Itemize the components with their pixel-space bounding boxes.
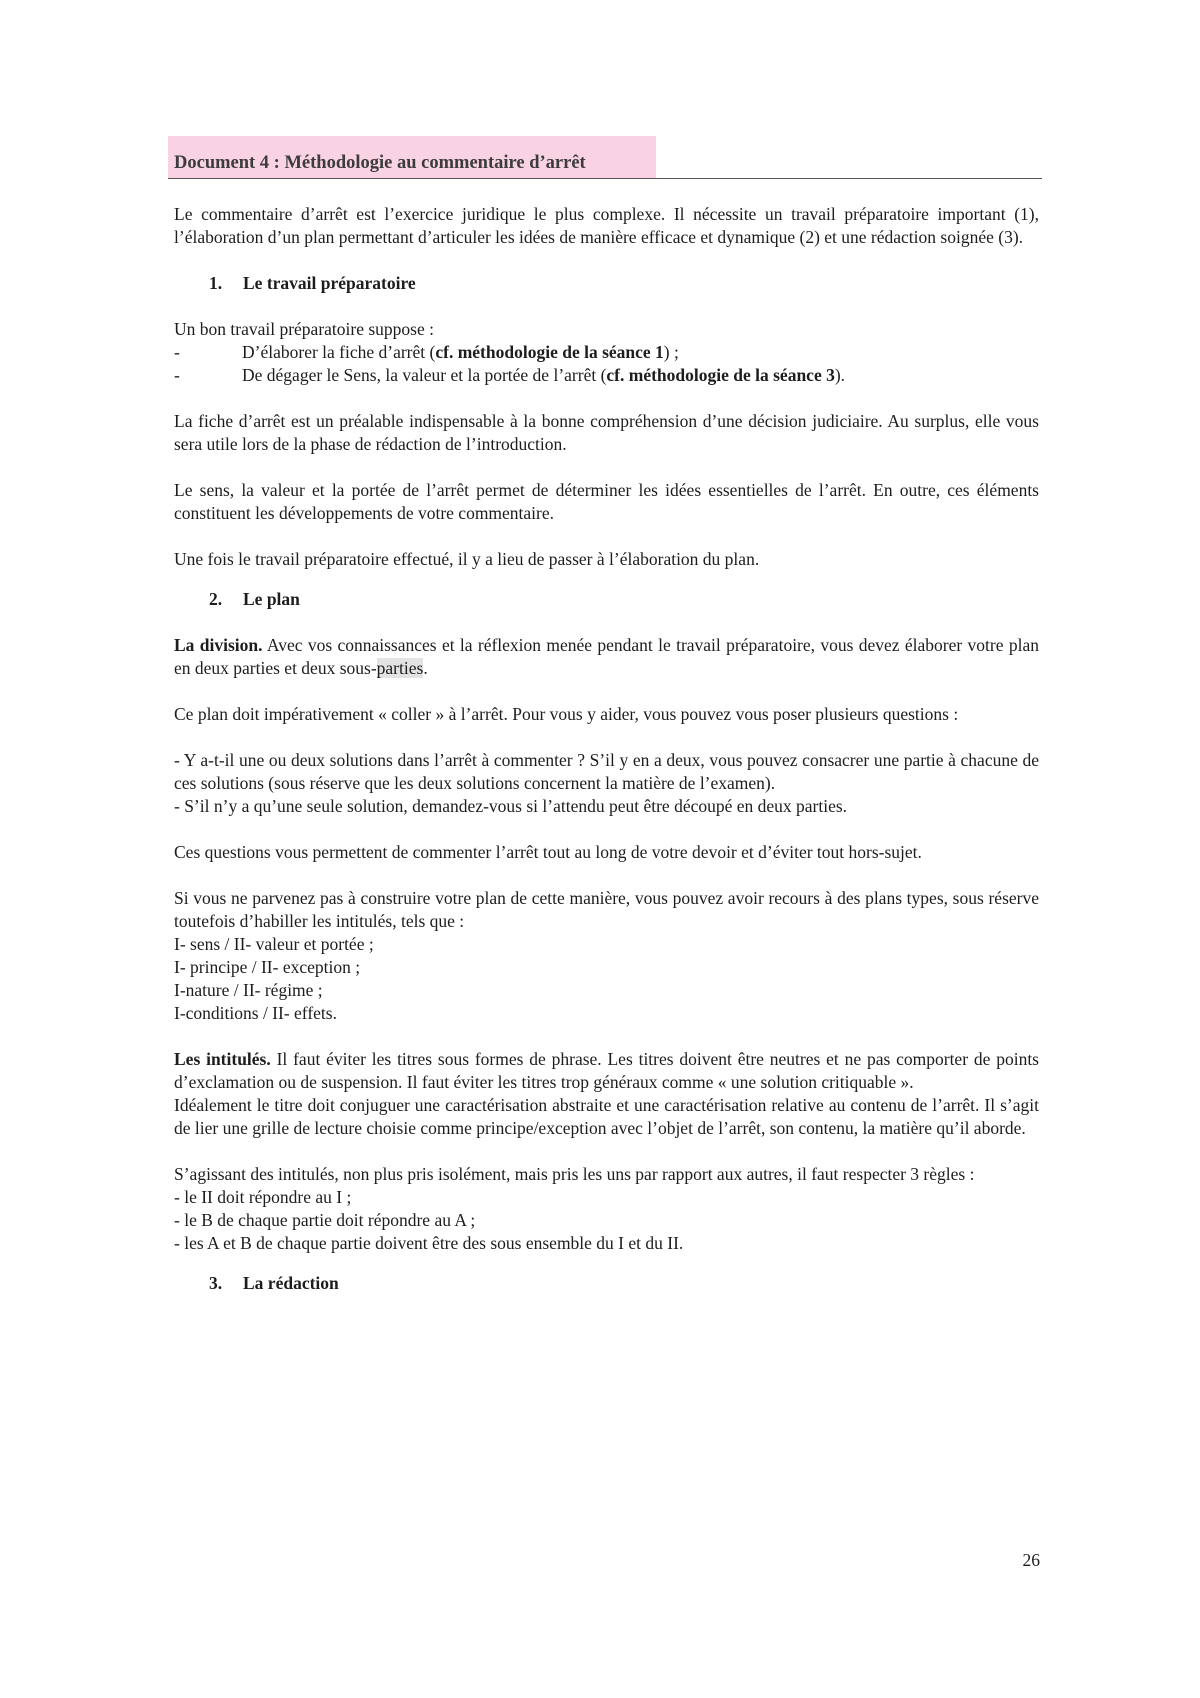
ideal-paragraph: Idéalement le titre doit conjuguer une caractérisation abstraite et une caractérisation relative au contenu de l’arrêt. Il s’agit de lier une grille de lecture choisie comme principe/exception avec l’objet de l’arrêt, son contenu, la matière qu’il aborde.	[174, 1095, 1039, 1138]
plan-type-item: I-nature / II- régime ;	[174, 980, 323, 1000]
plan-types-paragraph: Si vous ne parvenez pas à construire votre plan de cette manière, vous pouvez avoir recours à des plans types, sous réserve toutefois d’habiller les intitulés, tels que :	[174, 888, 1039, 931]
fiche-paragraph: La fiche d’arrêt est un préalable indispensable à la bonne compréhension d’une décision judiciaire. Au surplus, elle vous sera utile lors de la phase de rédaction de l’introduction.	[174, 411, 1039, 454]
plan-type-item: I- principe / II- exception ;	[174, 957, 361, 977]
division-paragraph: La division. Avec vos connaissances et la réflexion menée pendant le travail préparatoire, vous devez élaborer votre plan en deux parties et deux sous-parties.	[174, 635, 1039, 678]
section-3-heading: 3. La rédaction	[209, 1273, 339, 1293]
question-1: - Y a-t-il une ou deux solutions dans l’arrêt à commenter ? S’il y en a deux, vous pouvez consacrer une partie à chacune de ces solutions (sous réserve que les deux solutions concernent la matière de l’examen).	[174, 750, 1039, 793]
list-item: - D’élaborer la fiche d’arrêt (cf. méthodologie de la séance 1) ;	[174, 342, 679, 362]
transition-paragraph: Une fois le travail préparatoire effectué, il y a lieu de passer à l’élaboration du plan.	[174, 549, 760, 569]
plan-type-item: I- sens / II- valeur et portée ;	[174, 934, 374, 954]
regle-item: - le II doit répondre au I ;	[174, 1187, 352, 1207]
question-2: - S’il n’y a qu’une seule solution, demandez-vous si l’attendu peut être découpé en deux parties.	[174, 796, 848, 816]
section-1-heading: 1. Le travail préparatoire	[209, 273, 416, 293]
document-title: Document 4 : Méthodologie au commentaire d’arrêt	[174, 153, 586, 173]
page-number: 26	[1022, 1550, 1040, 1570]
intitules-paragraph: Les intitulés. Il faut éviter les titres sous formes de phrase. Les titres doivent être neutres et ne pas comporter de points d’exclamation ou de suspension. Il faut éviter les titres trop généraux comme « une solution critiquable ».	[174, 1049, 1039, 1092]
regle-item: - le B de chaque partie doit répondre au A ;	[174, 1210, 476, 1230]
regles-paragraph: S’agissant des intitulés, non plus pris isolément, mais pris les uns par rapport aux autres, il faut respecter 3 règles :	[174, 1164, 975, 1184]
plan-type-item: I-conditions / II- effets.	[174, 1003, 337, 1023]
section-1-lead: Un bon travail préparatoire suppose :	[174, 319, 434, 339]
document-title-bar	[168, 136, 1042, 179]
intro-paragraph: Le commentaire d’arrêt est l’exercice juridique le plus complexe. Il nécessite un travail préparatoire important (1), l’élaboration d’un plan permettant d’articuler les idées de manière efficace et dynamique (2) et une rédaction soignée (3).	[174, 204, 1039, 247]
word-highlight: parties	[376, 658, 424, 678]
sens-paragraph: Le sens, la valeur et la portée de l’arrêt permet de déterminer les idées essentielles de l’arrêt. En outre, ces éléments constituent les développements de votre commentaire.	[174, 480, 1039, 523]
coller-paragraph: Ce plan doit impérativement « coller » à l’arrêt. Pour vous y aider, vous pouvez vous poser plusieurs questions :	[174, 704, 959, 724]
questions-paragraph: Ces questions vous permettent de commenter l’arrêt tout au long de votre devoir et d’éviter tout hors-sujet.	[174, 842, 922, 862]
list-item: - De dégager le Sens, la valeur et la portée de l’arrêt (cf. méthodologie de la séance 3).	[174, 365, 846, 385]
document-body	[174, 203, 1039, 1295]
regle-item: - les A et B de chaque partie doivent être des sous ensemble du I et du II.	[174, 1233, 684, 1253]
section-2-heading: 2. Le plan	[209, 589, 300, 609]
